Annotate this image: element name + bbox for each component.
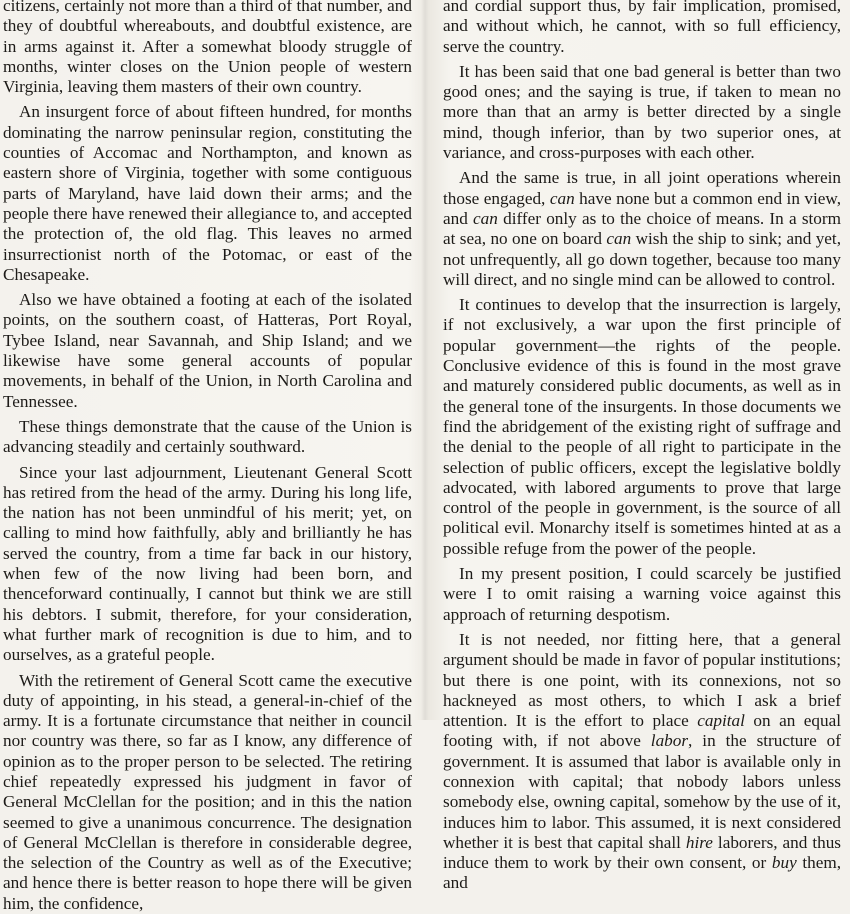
paragraph <box>3 102 412 285</box>
text-run: And the same is true, in all joint operations wherein those engaged, <box>443 168 841 207</box>
text-run: In my present position, I could scarcely be justified were I to omit raising a warning voice against this approach of returning despotism. <box>443 564 841 624</box>
italic-word: can <box>473 209 498 228</box>
paragraph <box>443 630 841 894</box>
text-run: differ only as to the choice of means. In a storm at sea, no one on board <box>443 209 841 248</box>
left-text-column <box>3 0 412 914</box>
text-run: With the retirement of General Scott came the executive duty of appointing, in his stead, a general-in-chief of the army. It is a fortunate circumstance that neither in council nor country was there, so far as I know, any difference of opinion as to the proper person to be selected. The retiring chief repeatedly expressed his judgment in favor of General McClellan for the position; and in this the nation seemed to give a unanimous concurrence. The designation of General McClellan is therefore in considerable degree, the selection of the Country as well as of the Executive; and hence there is better reason to hope there will be given him, the confidence, <box>3 671 412 913</box>
text-run: Also we have obtained a footing at each of the isolated points, on the southern coast, of Hatteras, Port Royal, Tybee Island, near Savannah, and Ship Island; and we likewise have some general accounts of popular movements, in behalf of the Union, in North Carolina and Tennessee. <box>3 290 412 410</box>
text-run: These things demonstrate that the cause of the Union is advancing steadily and certainly southward. <box>3 417 412 456</box>
text-run: It has been said that one bad general is better than two good ones; and the saying is true, if taken to mean no more than that an army is better directed by a single mind, though inferior, than by two superior ones, at variance, and cross-purposes with each other. <box>443 62 841 162</box>
paragraph <box>3 290 412 412</box>
text-run: It continues to develop that the insurrection is largely, if not exclusively, a war upon the first principle of popular government—the rights of the people. Conclusive evidence of this is found in the most grave and maturely considered public documents, as well as in the general tone of the insurgents. In those documents we find the abridgement of the existing right of suffrage and the denial to the people of all right to participate in the selection of public officers, except the legislative boldly advocated, with labored arguments to prove that large control of the people in government, is the source of all political evil. Monarchy itself is sometimes hinted at as a possible refuge from the power of the people. <box>443 295 841 558</box>
italic-word: hire <box>686 833 713 852</box>
text-run: them, and <box>443 853 841 892</box>
paragraph <box>3 0 412 97</box>
text-run: laborers, and thus induce them to work by their own consent, or <box>443 833 841 872</box>
page-gutter <box>421 0 429 720</box>
text-run: Since your last adjournment, Lieutenant General Scott has retired from the head of the army. During his long life, the nation has not been unmindful of his merit; yet, on calling to mind how faithfully, ably and brilliantly he has served the country, from a time far back in our history, when few of the now living had been born, and thenceforward continually, I cannot but think we are still his debtors. I submit, therefore, for your consideration, what further mark of recognition is due to him, and to ourselves, as a grateful people. <box>3 463 412 665</box>
italic-word: buy <box>772 853 797 872</box>
italic-word: capital <box>697 711 745 730</box>
text-run: have none but a common end in view, and <box>443 189 841 228</box>
paragraph <box>3 417 412 458</box>
italic-word: labor <box>651 731 688 750</box>
paragraph <box>443 62 841 163</box>
paragraph <box>443 168 841 290</box>
text-run: wish the ship to sink; and yet, not unfrequently, all go down together, because too many will direct, and no single mind can be allowed to control. <box>443 229 841 289</box>
text-run: citizens, certainly not more than a third of that number, and they of doubtful whereabouts, and doubtful existence, are in arms against it. After a somewhat bloody struggle of months, winter closes on the Union people of western Virginia, leaving them masters of their own country. <box>3 0 412 96</box>
paragraph <box>443 295 841 559</box>
text-run: on an equal footing with, if not above <box>443 711 841 750</box>
text-run: It is not needed, nor fitting here, that a general argument should be made in favor of popular institutions; but there is one point, with its connexions, not so hackneyed as most others, to which I ask a brief attention. It is the effort to place <box>443 630 841 730</box>
paragraph <box>3 671 412 914</box>
text-run: and cordial support thus, by fair implication, promised, and without which, he cannot, with so full efficiency, serve the country. <box>443 0 841 56</box>
right-text-column <box>443 0 841 894</box>
paragraph <box>443 0 841 57</box>
text-run: An insurgent force of about fifteen hundred, for months dominating the narrow peninsular region, constituting the counties of Accomac and Northampton, and known as eastern shore of Virginia, together with some contiguous parts of Maryland, have laid down their arms; and the people there have renewed their allegiance to, and accepted the protection of, the old flag. This leaves no armed insurrectionist north of the Potomac, or east of the Chesapeake. <box>3 102 412 283</box>
italic-word: can <box>606 229 631 248</box>
text-run: , in the structure of government. It is assumed that labor is available only in connexion with capital; that nobody labors unless somebody else, owning capital, somehow by the use of it, induces him to labor. This assumed, it is next considered whether it is best that capital shall <box>443 731 841 851</box>
paragraph <box>3 463 412 666</box>
paragraph <box>443 564 841 625</box>
italic-word: can <box>550 189 575 208</box>
